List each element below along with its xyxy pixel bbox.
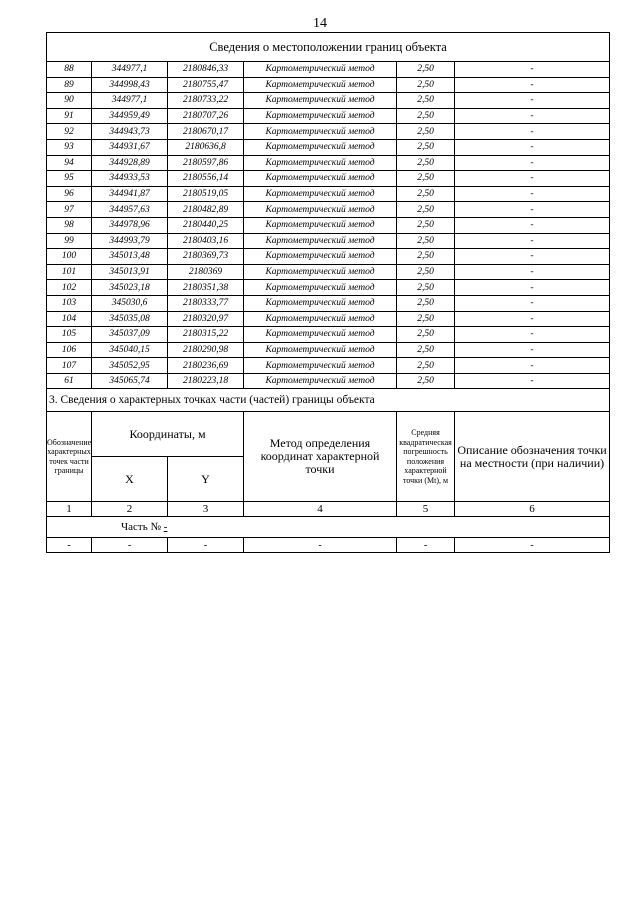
coord-x-cell: 344993,79 [92,233,168,249]
table-row [47,373,610,389]
coord-x-cell: 345035,08 [92,311,168,327]
method-cell: Картометрический метод [244,62,397,78]
description-cell: - [455,249,610,265]
method-cell: Картометрический метод [244,249,397,265]
coord-x-cell: 344933,53 [92,171,168,187]
error-cell: 2,50 [397,249,455,265]
error-cell: 2,50 [397,124,455,140]
coord-y-cell: 2180707,26 [168,108,244,124]
coord-x-cell: 345037,09 [92,327,168,343]
part-row [47,517,610,538]
method-cell: Картометрический метод [244,327,397,343]
method-cell: Картометрический метод [244,139,397,155]
coord-y-cell: 2180755,47 [168,77,244,93]
description-cell: - [455,327,610,343]
coord-x-cell: 344978,96 [92,217,168,233]
table-row [47,186,610,202]
description-cell: - [455,358,610,374]
error-cell: 2,50 [397,77,455,93]
coord-y-cell: 2180351,38 [168,280,244,296]
description-cell: - [455,280,610,296]
header-y: Y [168,457,244,502]
boundary-table [46,32,610,553]
method-cell: Картометрический метод [244,93,397,109]
column-number: 4 [244,502,397,517]
table-row [47,280,610,296]
table-row [47,264,610,280]
method-cell: Картометрический метод [244,217,397,233]
coord-x-cell: 344959,49 [92,108,168,124]
error-cell: 2,50 [397,311,455,327]
error-cell: 2,50 [397,342,455,358]
coord-x-cell: 344998,43 [92,77,168,93]
coord-y-cell: 2180440,25 [168,217,244,233]
coord-x-cell: 344943,73 [92,124,168,140]
method-cell: Картометрический метод [244,311,397,327]
table-row [47,202,610,218]
point-number-cell: 94 [47,155,92,171]
table-row [47,77,610,93]
method-cell: Картометрический метод [244,342,397,358]
method-cell: Картометрический метод [244,155,397,171]
coord-x-cell: 344977,1 [92,62,168,78]
coord-y-cell: 2180236,69 [168,358,244,374]
point-number-cell: 102 [47,280,92,296]
table-row [47,249,610,265]
column-number: 3 [168,502,244,517]
table-row [47,311,610,327]
method-cell: Картометрический метод [244,233,397,249]
error-cell: 2,50 [397,108,455,124]
coord-y-cell: 2180597,86 [168,155,244,171]
header-x: X [92,457,168,502]
table-row [47,124,610,140]
error-cell: 2,50 [397,295,455,311]
table-row [47,217,610,233]
point-number-cell: 105 [47,327,92,343]
point-number-cell: 98 [47,217,92,233]
coord-y-cell: 2180482,89 [168,202,244,218]
method-cell: Картометрический метод [244,280,397,296]
table-row [47,342,610,358]
error-cell: 2,50 [397,139,455,155]
coord-y-cell: 2180290,98 [168,342,244,358]
error-cell: 2,50 [397,93,455,109]
table-row [47,93,610,109]
description-cell: - [455,264,610,280]
description-cell: - [455,124,610,140]
method-cell: Картометрический метод [244,124,397,140]
description-cell: - [455,233,610,249]
method-cell: Картометрический метод [244,264,397,280]
point-number-cell: 88 [47,62,92,78]
point-number-cell: 103 [47,295,92,311]
coord-x-cell: 345023,18 [92,280,168,296]
coord-y-cell: 2180670,17 [168,124,244,140]
part-value: - [163,521,168,534]
coord-x-cell: 344957,63 [92,202,168,218]
table-row [47,233,610,249]
point-number-cell: 92 [47,124,92,140]
coord-x-cell: 345040,15 [92,342,168,358]
table-row [47,295,610,311]
description-cell: - [455,77,610,93]
column-number: 2 [92,502,168,517]
description-cell: - [455,295,610,311]
table-row [47,62,610,78]
table-row [47,327,610,343]
point-number-cell: 61 [47,373,92,389]
column-number: 1 [47,502,92,517]
description-cell: - [455,342,610,358]
error-cell: 2,50 [397,186,455,202]
point-number-cell: 107 [47,358,92,374]
point-number-cell: 99 [47,233,92,249]
error-cell: 2,50 [397,155,455,171]
error-cell: 2,50 [397,280,455,296]
coord-y-cell: 2180403,16 [168,233,244,249]
point-number-cell: 91 [47,108,92,124]
description-cell: - [455,108,610,124]
header-point-designation: Обозначение характерных точек части границы [47,412,92,502]
point-number-cell: 100 [47,249,92,265]
method-cell: Картометрический метод [244,108,397,124]
coord-y-cell: 2180519,05 [168,186,244,202]
coord-y-cell: 2180223,18 [168,373,244,389]
coord-y-cell: 2180315,22 [168,327,244,343]
point-number-cell: 97 [47,202,92,218]
description-cell: - [455,186,610,202]
error-cell: 2,50 [397,264,455,280]
error-cell: 2,50 [397,373,455,389]
empty-cell: - [397,538,455,553]
coord-x-cell: 344931,67 [92,139,168,155]
coord-x-cell: 345013,91 [92,264,168,280]
empty-cell: - [455,538,610,553]
coord-x-cell: 344941,87 [92,186,168,202]
point-number-cell: 95 [47,171,92,187]
coord-x-cell: 345052,95 [92,358,168,374]
method-cell: Картометрический метод [244,171,397,187]
coord-x-cell: 345065,74 [92,373,168,389]
description-cell: - [455,202,610,218]
error-cell: 2,50 [397,62,455,78]
point-number-cell: 101 [47,264,92,280]
coord-y-cell: 2180369 [168,264,244,280]
empty-cell: - [168,538,244,553]
table-row [47,108,610,124]
error-cell: 2,50 [397,171,455,187]
coord-y-cell: 2180733,22 [168,93,244,109]
header-description: Описание обозначения точки на местности (при наличии) [455,412,610,502]
table-row [47,139,610,155]
point-number-cell: 104 [47,311,92,327]
coord-y-cell: 2180320,97 [168,311,244,327]
table-row [47,171,610,187]
table-row [47,358,610,374]
method-cell: Картометрический метод [244,186,397,202]
point-number-cell: 96 [47,186,92,202]
header-error: Средняя квадратическая погрешность положения характерной точки (Mt), м [397,412,455,502]
coord-y-cell: 2180846,33 [168,62,244,78]
description-cell: - [455,139,610,155]
coord-x-cell: 345013,48 [92,249,168,265]
method-cell: Картометрический метод [244,202,397,218]
error-cell: 2,50 [397,202,455,218]
coord-y-cell: 2180636,8 [168,139,244,155]
coord-y-cell: 2180369,73 [168,249,244,265]
method-cell: Картометрический метод [244,358,397,374]
coord-x-cell: 344928,89 [92,155,168,171]
header-coordinates: Координаты, м [92,412,244,457]
table-title: Сведения о местоположении границ объекта [47,33,610,62]
description-cell: - [455,311,610,327]
column-number: 5 [397,502,455,517]
description-cell: - [455,93,610,109]
description-cell: - [455,62,610,78]
empty-cell: - [244,538,397,553]
empty-cell: - [92,538,168,553]
coord-x-cell: 345030,6 [92,295,168,311]
error-cell: 2,50 [397,327,455,343]
point-number-cell: 106 [47,342,92,358]
header-method: Метод определения координат характерной точки [244,412,397,502]
coord-x-cell: 344977,1 [92,93,168,109]
section-3-title: 3. Сведения о характерных точках части (частей) границы объекта [47,389,610,412]
empty-cell: - [47,538,92,553]
method-cell: Картометрический метод [244,373,397,389]
description-cell: - [455,373,610,389]
description-cell: - [455,171,610,187]
method-cell: Картометрический метод [244,77,397,93]
part-label: Часть № [121,521,161,534]
description-cell: - [455,217,610,233]
description-cell: - [455,155,610,171]
error-cell: 2,50 [397,233,455,249]
column-number: 6 [455,502,610,517]
point-number-cell: 90 [47,93,92,109]
point-number-cell: 93 [47,139,92,155]
point-number-cell: 89 [47,77,92,93]
method-cell: Картометрический метод [244,295,397,311]
error-cell: 2,50 [397,217,455,233]
error-cell: 2,50 [397,358,455,374]
table-row [47,155,610,171]
page-number: 14 [313,16,327,31]
coord-y-cell: 2180333,77 [168,295,244,311]
coord-y-cell: 2180556,14 [168,171,244,187]
